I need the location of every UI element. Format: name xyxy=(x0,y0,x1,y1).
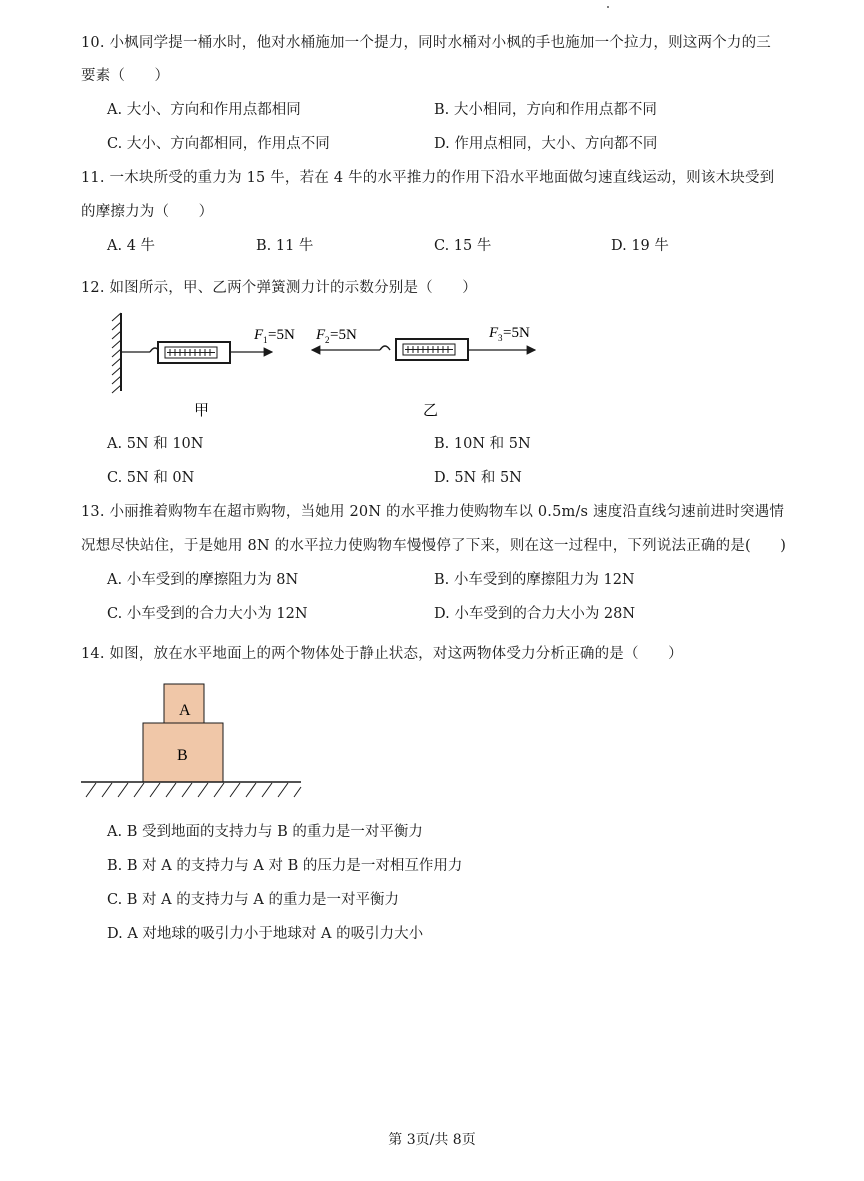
q11-option-d: D. 19 牛 xyxy=(611,238,669,254)
question-10-line-1: 10. 小枫同学提一桶水时，他对水桶施加一个提力，同时水桶对小枫的手也施加一个拉力，则这两个力的三 xyxy=(81,35,771,51)
q14-option-c: C. B 对 A 的支持力与 A 的重力是一对平衡力 xyxy=(107,892,399,908)
q12-option-d: D. 5N 和 5N xyxy=(434,470,522,486)
q11-option-c: C. 15 牛 xyxy=(434,238,492,254)
f3-letter: F xyxy=(489,325,499,341)
q13-option-c: C. 小车受到的合力大小为 12N xyxy=(107,606,308,622)
yi-hook xyxy=(380,346,390,350)
page-footer: 第 3页/共 8页 xyxy=(388,1132,476,1148)
question-13-line-1: 13. 小丽推着购物车在超市购物，当她用 20N 的水平推力使购物车以 0.5m/s 速度沿直线匀速前进时突遇情 xyxy=(81,504,785,520)
blocks-diagram xyxy=(78,680,308,805)
f2-value: =5N xyxy=(330,327,357,343)
q10-option-a: A. 大小、方向和作用点都相同 xyxy=(107,102,301,118)
q11-option-b: B. 11 牛 xyxy=(256,238,314,254)
question-11-line-2: 的摩擦力为（ ） xyxy=(81,204,214,220)
ground-hatch xyxy=(86,783,301,797)
q10-option-c: C. 大小、方向都相同，作用点不同 xyxy=(107,136,330,152)
question-13-line-2: 况想尽快站住，于是她用 8N 的水平拉力使购物车慢慢停了下来，则在这一过程中，下列说法正确的是( ) xyxy=(81,538,787,554)
q10-option-b: B. 大小相同，方向和作用点都不同 xyxy=(434,102,657,118)
label-jia: 甲 xyxy=(194,401,210,419)
q14-option-a: A. B 受到地面的支持力与 B 的重力是一对平衡力 xyxy=(107,824,423,840)
question-14-line-1: 14. 如图，放在水平地面上的两个物体处于静止状态，对这两物体受力分析正确的是（ ） xyxy=(81,646,683,662)
wall-hatch xyxy=(112,313,121,393)
q13-option-d: D. 小车受到的合力大小为 28N xyxy=(434,606,636,622)
question-12-line-1: 12. 如图所示，甲、乙两个弹簧测力计的示数分别是（ ） xyxy=(81,280,477,296)
q11-option-a: A. 4 牛 xyxy=(107,238,156,254)
f1-sub: 1 xyxy=(263,335,268,345)
f2-sub: 2 xyxy=(325,335,330,345)
q10-option-d: D. 作用点相同，大小、方向都不同 xyxy=(434,136,658,152)
question-10-line-2: 要素（ ） xyxy=(81,68,170,84)
scan-dot xyxy=(607,6,609,8)
question-11-line-1: 11. 一木块所受的重力为 15 牛，若在 4 牛的水平推力的作用下沿水平地面做匀速直线运动，则该木块受到 xyxy=(81,170,775,186)
f3-value: =5N xyxy=(503,325,530,341)
blocks-figure xyxy=(78,680,308,805)
label-yi: 乙 xyxy=(423,401,439,419)
q13-option-a: A. 小车受到的摩擦阻力为 8N xyxy=(107,572,299,588)
block-b-label: B xyxy=(177,747,188,764)
q12-option-c: C. 5N 和 0N xyxy=(107,470,195,486)
spring-scale-diagram xyxy=(100,305,560,425)
q14-option-b: B. B 对 A 的支持力与 A 对 B 的压力是一对相互作用力 xyxy=(107,858,463,874)
q12-option-a: A. 5N 和 10N xyxy=(107,436,204,452)
block-a-label: A xyxy=(179,702,191,719)
f3-sub: 3 xyxy=(498,333,503,343)
spring-scale-figure xyxy=(100,305,560,425)
q14-option-d: D. A 对地球的吸引力小于地球对 A 的吸引力大小 xyxy=(107,926,424,942)
f2-letter: F xyxy=(316,327,326,343)
f1-value: =5N xyxy=(268,327,295,343)
q13-option-b: B. 小车受到的摩擦阻力为 12N xyxy=(434,572,635,588)
q12-option-b: B. 10N 和 5N xyxy=(434,436,531,452)
f1-letter: F xyxy=(254,327,264,343)
